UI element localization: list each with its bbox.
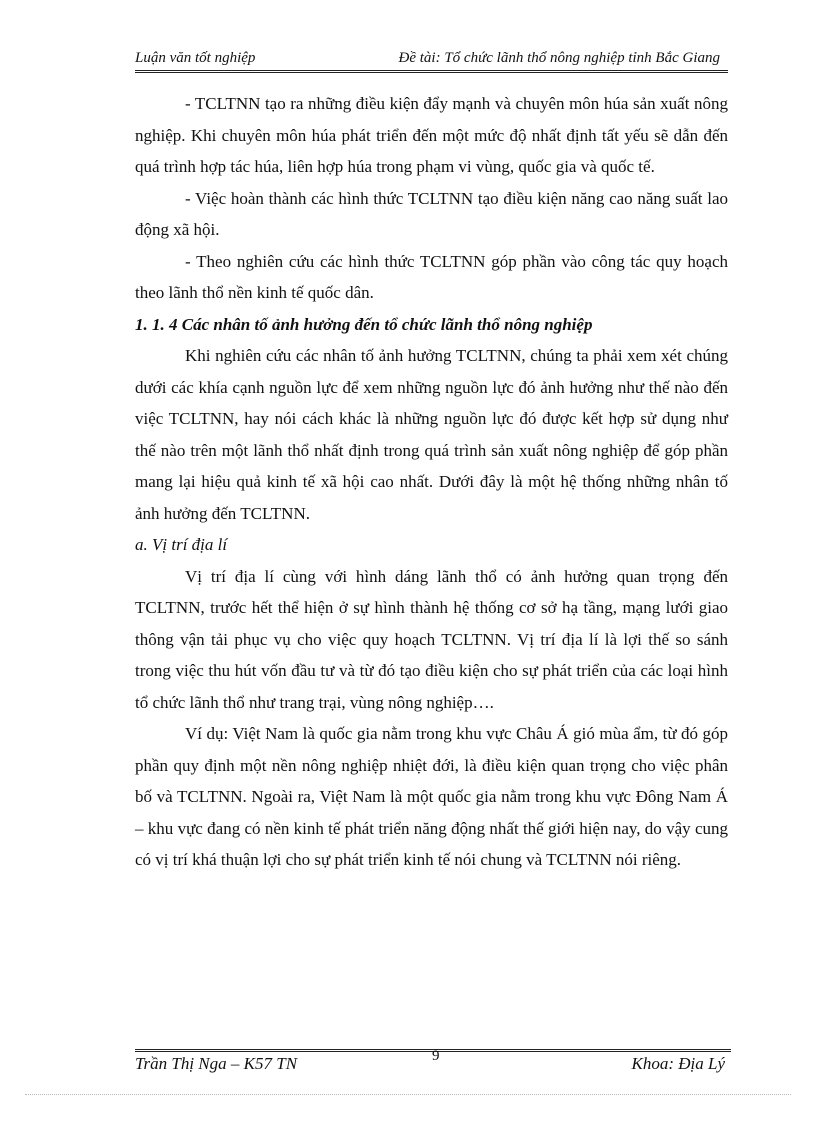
paragraph-5: Vị trí địa lí cùng với hình dáng lãnh thổ có ảnh hưởng quan trọng đến TCLTNN, trước hết thể hiện ở sự hình thành hệ thống cơ sở hạ tầng, mạng lưới giao thông vận tải phục vụ cho việc quy hoạch TCLTNN. Vị trí địa lí là lợi thế so sánh trong việc thu hút vốn đầu tư và từ đó tạo điều kiện cho sự phát triển của các loại hình tổ chức lãnh thổ như trang trại, vùng nông nghiệp…. xyxy=(135,566,728,712)
paragraph-4: Khi nghiên cứu các nhân tố ảnh hưởng TCLTNN, chúng ta phải xem xét chúng dưới các khía cạnh nguồn lực để xem những nguồn lực đó ảnh hưởng như thế nào đến việc TCLTNN, hay nói cách khác là những nguồn lực đó được kết hợp sử dụng như thế nào trên một lãnh thổ nhất định trong quá trình sản xuất nông nghiệp để góp phần mang lại hiệu quả kinh tế xã hội cao nhất. Dưới đây là một hệ thống những nhân tố ảnh hưởng đến TCLTNN. xyxy=(135,346,728,523)
page-bottom-dotted-line xyxy=(25,1094,791,1095)
paragraph-3: - Theo nghiên cứu các hình thức TCLTNN góp phần vào công tác quy hoạch theo lãnh thổ nền kinh tế quốc dân. xyxy=(135,251,728,302)
footer-department: Khoa: Địa Lý xyxy=(631,1054,725,1073)
page-header xyxy=(135,46,728,73)
subsection-heading: a. Vị trí địa lí xyxy=(135,535,228,554)
paragraph-1: - TCLTNN tạo ra những điều kiện đẩy mạnh và chuyên môn húa sản xuất nông nghiệp. Khi chuyên môn húa phát triển đến một mức độ nhất định tất yếu sẽ dẫn đến quá trình hợp tác húa, liên hợp húa trong phạm vi vùng, quốc gia và quốc tế. xyxy=(135,94,728,176)
header-topic: Đề tài: Tổ chức lãnh thổ nông nghiệp tỉnh Bắc Giang xyxy=(398,50,720,66)
page-number: 9 xyxy=(432,1048,440,1064)
section-heading: 1. 1. 4 Các nhân tố ảnh hưởng đến tổ chức lãnh thổ nông nghiệp xyxy=(135,314,593,334)
paragraph-6: Ví dụ: Việt Nam là quốc gia nằm trong khu vực Châu Á gió mùa ẩm, từ đó góp phần quy định một nền nông nghiệp nhiệt đới, là điều kiện quan trọng cho việc phân bố và TCLTNN. Ngoài ra, Việt Nam là một quốc gia nằm trong khu vực Đông Nam Á – khu vực đang có nền kinh tế phát triển năng động nhất thế giới hiện nay, do vậy cung có vị trí khá thuận lợi cho sự phát triển kinh tế nói chung và TCLTNN nói riêng. xyxy=(135,724,728,869)
header-thesis-label: Luận văn tốt nghiệp xyxy=(135,50,256,66)
footer-author: Trần Thị Nga – K57 TN xyxy=(135,1054,298,1073)
page-body xyxy=(135,88,728,876)
paragraph-2: - Việc hoàn thành các hình thức TCLTNN tạo điều kiện năng cao năng suất lao động xã hội. xyxy=(135,188,728,239)
